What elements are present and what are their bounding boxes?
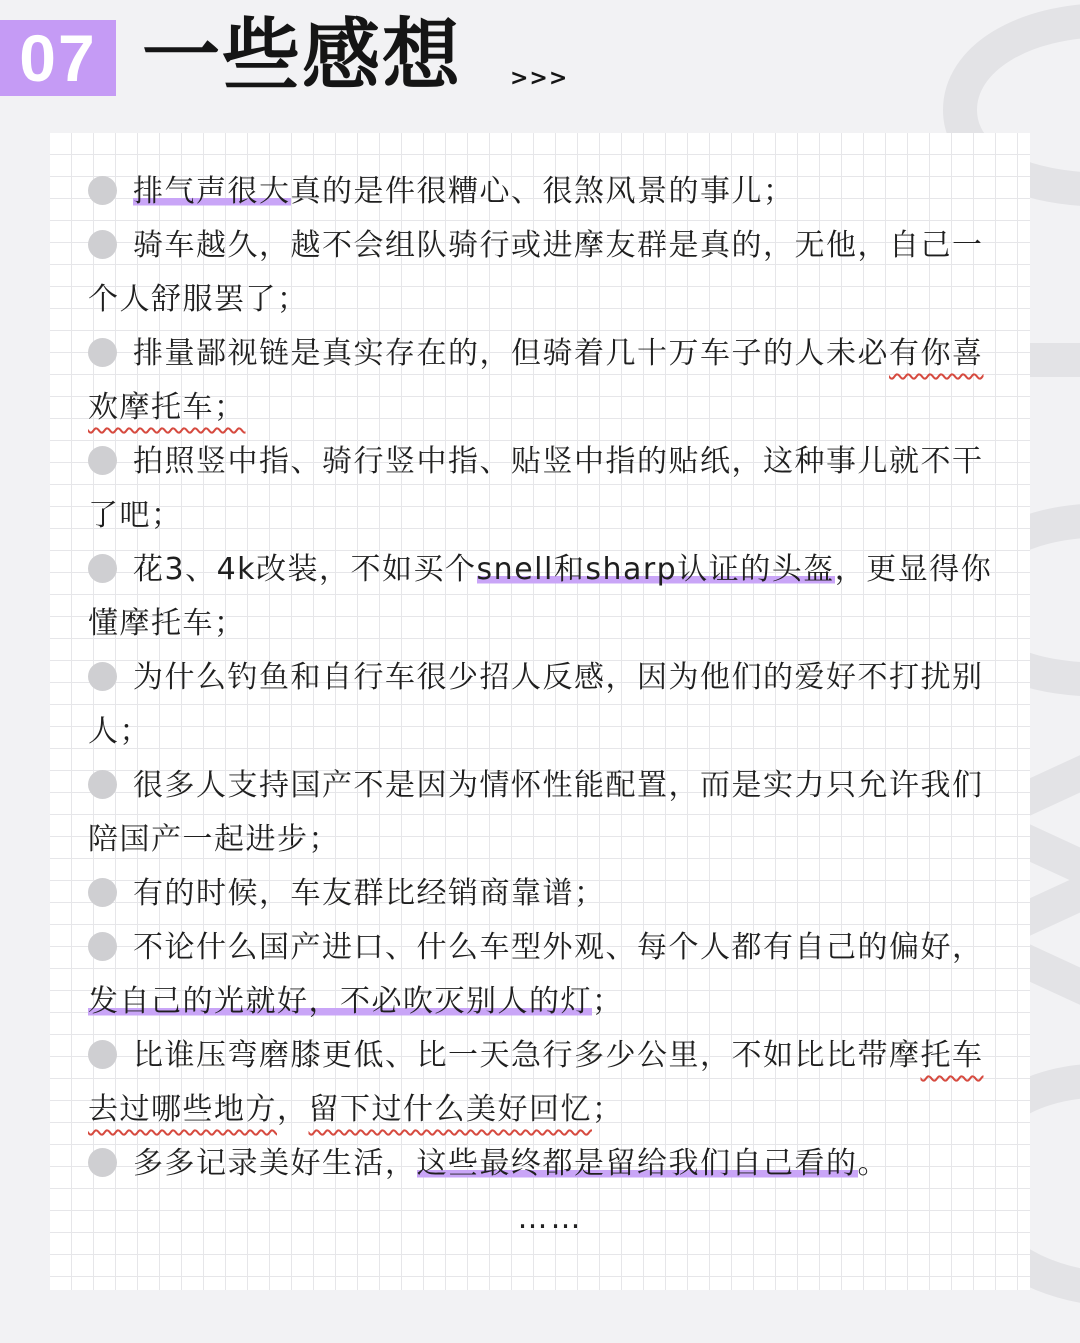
bullet-dot-icon bbox=[88, 662, 117, 691]
list-item bbox=[88, 219, 993, 327]
wavy-underlined-text: 有你喜欢摩托车； bbox=[88, 336, 984, 425]
ellipsis: …… bbox=[517, 1201, 584, 1236]
arrows-decoration: >>> bbox=[510, 66, 569, 91]
thoughts-list bbox=[88, 165, 993, 1239]
item-text: 为什么钓鱼和自行车很少招人反感，因为他们的爱好不打扰别人； bbox=[88, 660, 984, 749]
item-text: 多多记录美好生活， bbox=[133, 1146, 417, 1181]
item-text: 不论什么国产进口、什么车型外观、每个人都有自己的偏好， bbox=[133, 930, 984, 965]
wavy-underlined-text: 托车去过哪些地方 bbox=[88, 1038, 984, 1127]
page-title: 一些感想 bbox=[142, 11, 463, 101]
list-item bbox=[88, 543, 993, 651]
bullet-dot-icon bbox=[88, 338, 117, 367]
highlighted-text: 发自己的光就好，不必吹灭别人的灯 bbox=[88, 984, 592, 1019]
list-item bbox=[88, 759, 993, 867]
bullet-dot-icon bbox=[88, 1040, 117, 1069]
bullet-dot-icon bbox=[88, 230, 117, 259]
bullet-dot-icon bbox=[88, 770, 117, 799]
bullet-dot-icon bbox=[88, 932, 117, 961]
bullet-dot-icon bbox=[88, 554, 117, 583]
item-text: 拍照竖中指、骑行竖中指、贴竖中指的贴纸，这种事儿就不干了吧； bbox=[88, 444, 984, 533]
item-text: ，更显得你懂摩托车； bbox=[88, 552, 993, 641]
grid-paper-card bbox=[50, 133, 1030, 1290]
item-text: 有的时候，车友群比经销商靠谱； bbox=[133, 876, 606, 911]
wavy-underlined-text: 留下过什么美好回忆 bbox=[308, 1092, 592, 1127]
bullet-dot-icon bbox=[88, 176, 117, 205]
item-text: ； bbox=[592, 984, 624, 1019]
list-item bbox=[88, 867, 993, 921]
item-text: 很多人支持国产不是因为情怀性能配置，而是实力只允许我们陪国产一起进步； bbox=[88, 768, 984, 857]
list-item bbox=[88, 1137, 993, 1191]
item-text: ； bbox=[592, 1092, 624, 1127]
item-text: 真的是件很糟心、很煞风景的事儿； bbox=[290, 174, 795, 209]
list-item bbox=[88, 327, 993, 435]
item-text: 花3、4k改装，不如买个 bbox=[133, 552, 477, 587]
item-text: 排量鄙视链是真实存在的，但骑着几十万车子的人未必 bbox=[133, 336, 889, 371]
highlighted-text: 排气声很大 bbox=[133, 174, 291, 209]
list-item bbox=[88, 651, 993, 759]
list-item bbox=[88, 921, 993, 1029]
list-item bbox=[88, 165, 993, 219]
bullet-dot-icon bbox=[88, 1148, 117, 1177]
list-item bbox=[88, 1029, 993, 1137]
bullet-dot-icon bbox=[88, 878, 117, 907]
item-text: 骑车越久，越不会组队骑行或进摩友群是真的，无他，自己一个人舒服罢了； bbox=[88, 228, 984, 317]
item-text: 。 bbox=[857, 1146, 889, 1181]
highlighted-text: 这些最终都是留给我们自己看的 bbox=[416, 1146, 858, 1181]
highlighted-text: snell和sharp认证的头盔 bbox=[476, 552, 835, 587]
list-item bbox=[88, 435, 993, 543]
bullet-dot-icon bbox=[88, 446, 117, 475]
item-text: ， bbox=[277, 1092, 309, 1127]
item-text: 比谁压弯磨膝更低、比一天急行多少公里，不如比比带摩 bbox=[133, 1038, 921, 1073]
section-number-badge: 07 bbox=[0, 20, 116, 96]
